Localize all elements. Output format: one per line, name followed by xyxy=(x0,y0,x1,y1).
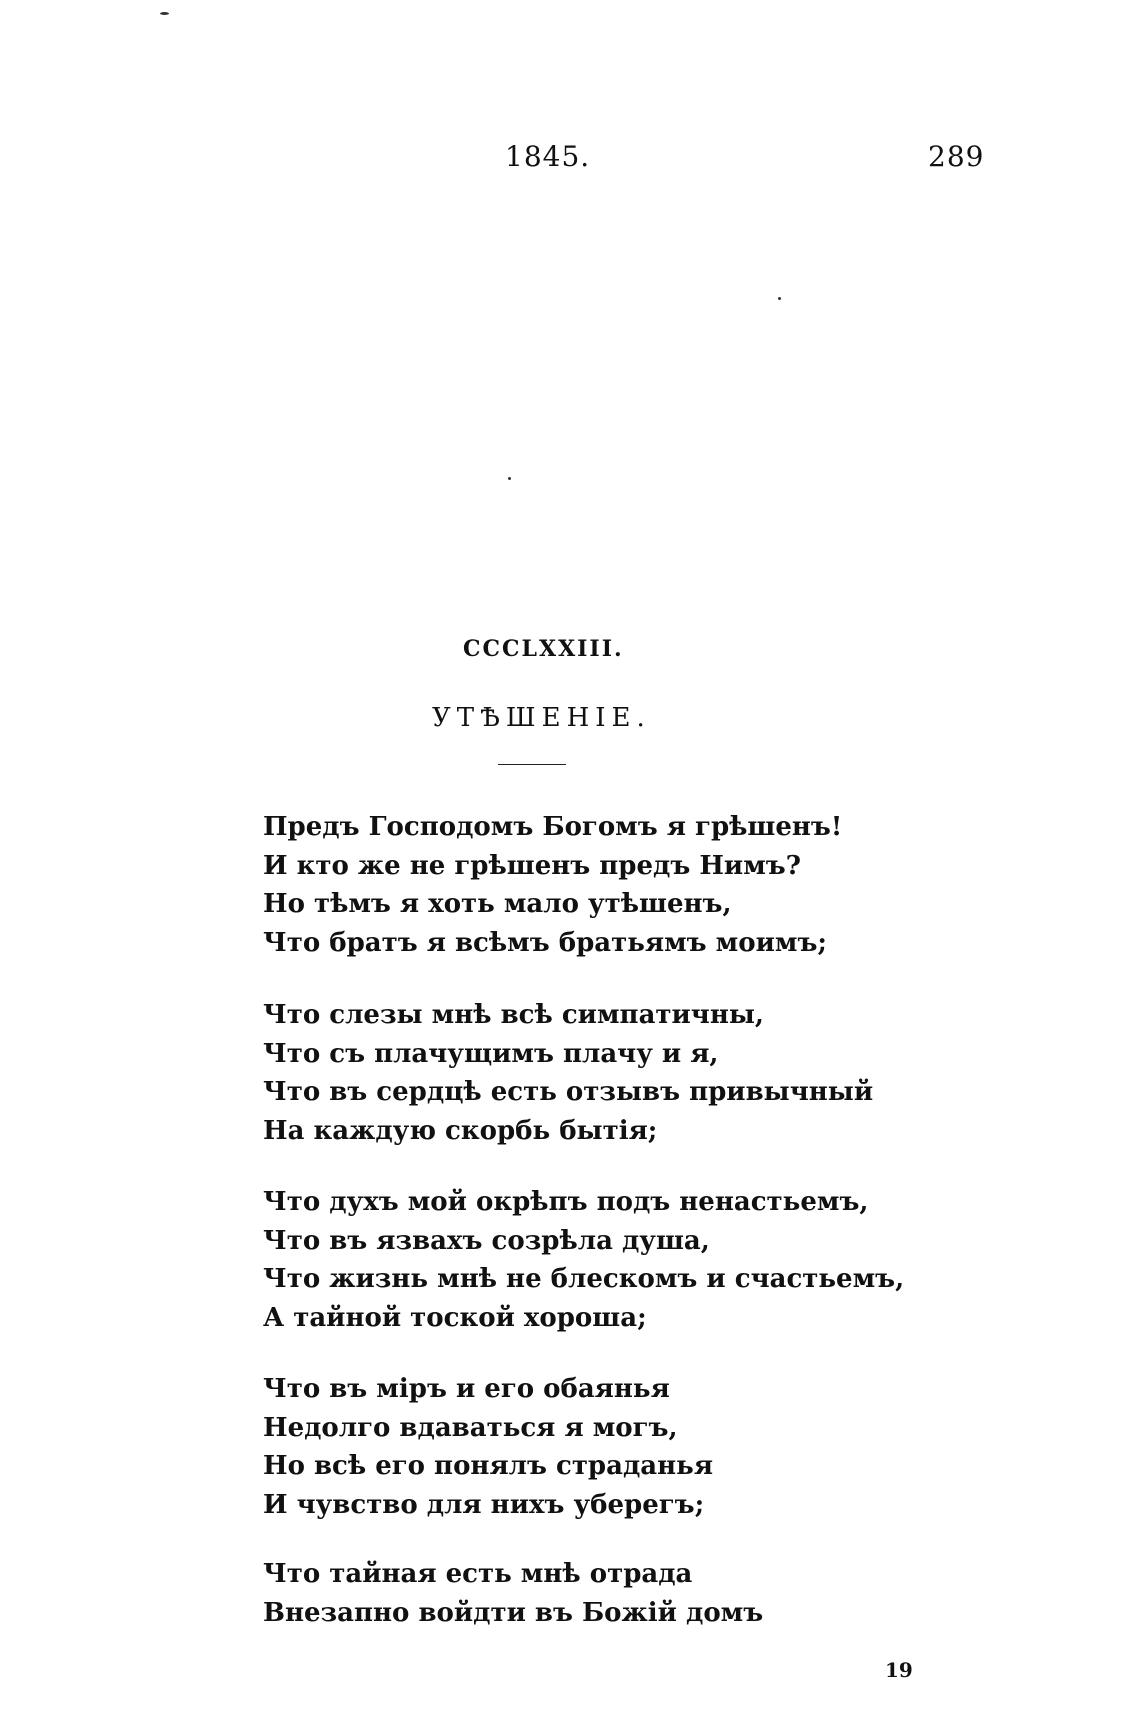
stanza-5 xyxy=(263,1555,763,1632)
stanza-3 xyxy=(263,1183,904,1337)
verse-line: Что жизнь мнѣ не блескомъ и счастьемъ, xyxy=(263,1264,905,1294)
running-header-year: 1845. xyxy=(505,140,591,173)
verse-line: На каждую скорбь бытія; xyxy=(263,1115,658,1146)
verse-line: Предъ Господомъ Богомъ я грѣшенъ! xyxy=(263,812,843,842)
verse-line: Внезапно войдти въ Божій домъ xyxy=(263,1597,764,1628)
stanza-4 xyxy=(263,1370,713,1524)
verse-line: Но тѣмъ я хоть мало утѣшенъ, xyxy=(263,889,732,919)
poem-number: CCCLXXIII. xyxy=(463,636,624,662)
poem-title: УТѢШЕНІЕ. xyxy=(432,703,651,733)
verse-line: Что братъ я всѣмъ братьямъ моимъ; xyxy=(263,927,827,958)
verse-line: И чувство для нихъ уберегъ; xyxy=(263,1489,705,1520)
print-speck xyxy=(160,12,169,15)
verse-line: И кто же не грѣшенъ предъ Нимъ? xyxy=(263,850,801,881)
print-speck xyxy=(508,477,511,480)
verse-line: Что въ язвахъ созрѣла душа, xyxy=(263,1225,710,1256)
title-divider xyxy=(498,764,566,765)
stanza-1 xyxy=(263,808,842,962)
verse-line: Что въ міръ и его обаянья xyxy=(263,1374,670,1404)
verse-line: Что съ плачущимъ плачу и я, xyxy=(263,1038,719,1069)
verse-line: Что слезы мнѣ всѣ симпатичны, xyxy=(263,1000,764,1030)
verse-line: Что духъ мой окрѣпъ подъ ненастьемъ, xyxy=(263,1187,869,1217)
stanza-2 xyxy=(263,996,873,1150)
verse-line: Недолго вдаваться я могъ, xyxy=(263,1412,678,1443)
verse-line: А тайной тоской хороша; xyxy=(263,1302,647,1333)
print-speck xyxy=(778,297,781,300)
verse-line: Что тайная есть мнѣ отрада xyxy=(263,1559,693,1589)
verse-line: Но всѣ его понялъ страданья xyxy=(263,1451,714,1481)
page-number: 289 xyxy=(928,140,985,173)
signature-mark: 19 xyxy=(885,1658,913,1682)
verse-line: Что въ сердцѣ есть отзывъ привычный xyxy=(263,1077,874,1107)
